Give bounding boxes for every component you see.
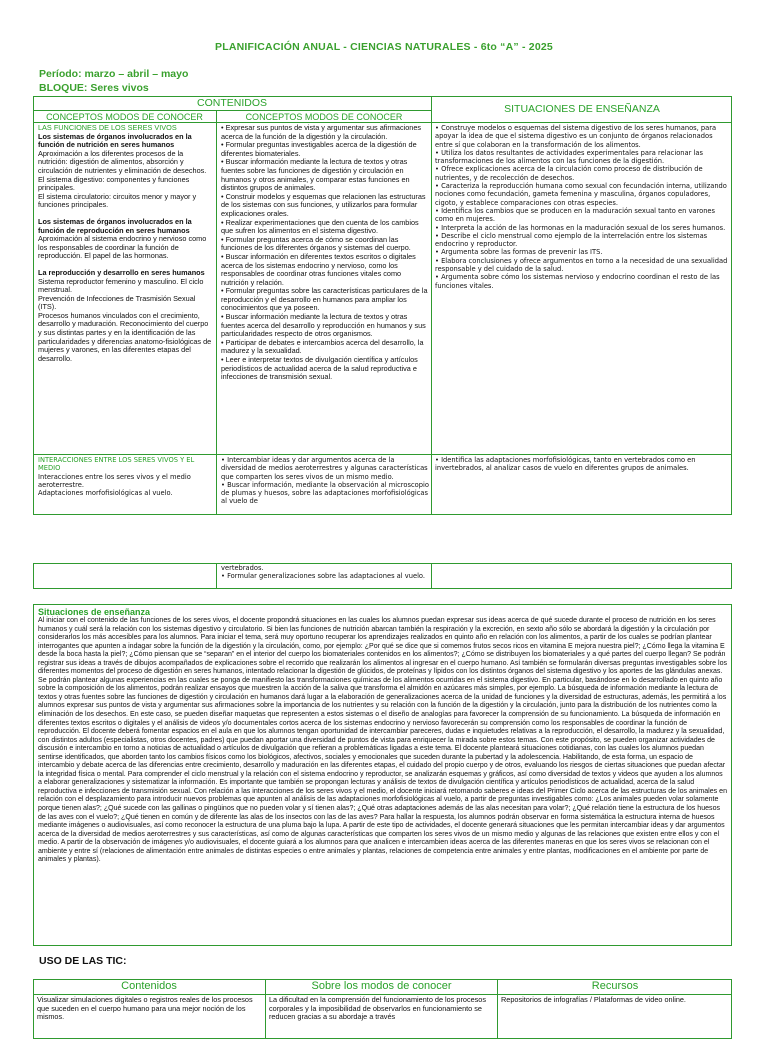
list-item: • Utiliza los datos resultantes de actividades experimentales para relacionar las transformaciones de los alimentos con las funciones de la digestión. [435, 148, 703, 166]
block-title: La reproducción y desarrollo en seres humanos [38, 267, 205, 277]
list-item: • Caracteriza la reproducción humana como sexual con fecundación interna, utilizando nociones como fecundación, gameta femenina y masculina, órganos copuladores, cigoto, y establece comparaciones con otras especies. [435, 182, 727, 207]
tic-header-contents: Contenidos [121, 980, 177, 992]
row2-contents [38, 456, 214, 514]
list-item: • Participar de debates e intercambios acerca del desarrollo, la madurez y la sexualidad. [221, 337, 424, 356]
period-block [39, 67, 188, 95]
block-title: Los sistemas de órganos involucrados en la función de reproducción en seres humanos [38, 216, 192, 235]
situaciones-title: Situaciones de enseñanza [38, 607, 151, 617]
list-item: • Construye modelos o esquemas del sistema digestivo de los seres humanos, para apoyar la idea de que el sistema digestivo es un conjunto de órganos relacionados entre sí que colaboran en la transformación de los alimentos. [435, 124, 717, 149]
col2-subheader: CONCEPTOS MODOS DE CONOCER [245, 112, 403, 122]
block-text: Sistema reproductor femenino y masculino. El ciclo menstrual. Prevención de Infecciones de Trasmisión Sexual (ITS). Procesos humanos vinculados con el crecimiento, desarrollo y maduración. Reconocimiento del cuerpo y sus distintas partes y en la identificación de las particularidades y diferencias anatomo-fisiológicas de mujeres y varones, en las diferentes etapas del desarrollo. [38, 276, 212, 363]
list-item: • Buscar información mediante la lectura de textos y otras fuentes acerca del desarrollo y reproducción en humanos y sus particularidades respecto de otros organismos. [221, 312, 426, 339]
block-text: Aproximación a los diferentes procesos de la nutrición: digestión de alimentos, absorción y circulación de nutrientes y eliminación de desechos. El sistema digestivo: componentes y funciones principales. El sistema circulatorio: circuitos menor y mayor y funciones principales. [38, 148, 207, 210]
row1-contents [38, 124, 214, 454]
section-heading-functions: LAS FUNCIONES DE LOS SERES VIVOS [38, 124, 177, 132]
period-label: Período: marzo – abril – mayo [39, 68, 189, 80]
list-item: • Formular preguntas acerca de cómo se coordinan las funciones de los diferentes órganos y sistemas del cuerpo. [221, 234, 411, 253]
block-text: Interacciones entre los seres vivos y el medio aeroterrestre. Adaptaciones morfofisiológicas al vuelo. [38, 472, 191, 498]
tic-header-resources: Recursos [591, 980, 639, 992]
row1-situations [435, 124, 730, 454]
list-item: • Buscar información en diferentes textos escritos o digitales acerca de los sistemas endocrino y nervioso, como los responsables de coordinar otras funciones vitales como nutrición y relación. [221, 251, 416, 287]
situations-header: SITUACIONES DE ENSEÑANZA [504, 103, 660, 115]
list-item: • Formular preguntas investigables acerca de la digestión de diferentes biomateriales. [221, 140, 417, 158]
list-item: • Argumenta sobre las formas de prevenir las ITS. [435, 248, 603, 257]
list-item: • Interpreta la acción de las hormonas en la maduración sexual de los seres humanos. [435, 223, 726, 232]
list-item: • Identifica los cambios que se producen en la maduración sexual tanto en varones como en mujeres. [435, 206, 716, 224]
row2-situations: • Identifica las adaptaciones morfofisiológicas, tanto en vertebrados como en invertebrados, al analizar casos de vuelo en diferentes grupos de animales. [435, 456, 696, 473]
list-item: • Realizar experimentaciones que den cuenta de los cambios que sufren los alimentos en el sistema digestivo. [221, 217, 419, 236]
tic-cell-contents: Visualizar simulaciones digitales o registros reales de los procesos que suceden en el cuerpo humano para una mejor noción de los mismos. [37, 996, 253, 1022]
list-item: • Leer e interpretar textos de divulgación científica y artículos periodísticos de actualidad acerca de la salud reproductiva e infecciones de transmisión sexual. [221, 355, 418, 382]
block-label: BLOQUE: Seres vivos [39, 82, 149, 94]
list-item: • Expresar sus puntos de vista y argumentar sus afirmaciones acerca de la función de la digestión y la circulación. [221, 124, 422, 141]
block-title: Los sistemas de órganos involucrados en la función de nutrición en seres humanos [38, 131, 192, 150]
col1-subheader: CONCEPTOS MODOS DE CONOCER [46, 112, 203, 122]
situaciones-body: Al iniciar con el contenido de las funciones de los seres vivos, el docente propondrá situaciones en las cuales los alumnos puedan expresar sus ideas acerca de qué sucede durante el proceso de nutrición en los seres humanos y cuál será la relación con los sistemas digestivo y circulatorio. Si bien las funciones de nutrición abarcan también la respiración y la excreción, en sexto año sólo se abordará la digestión y la circulación por considerarlos los más accesibles para los alumnos. Para iniciar el tema, será muy oportuno recuperar los aprendizajes realizados en quinto año en relación con los alimentos, a partir de los cuales se podrían plantear interrogantes que apunten a indagar sobre la función de la digestión y la circulación, como, por ejemplo: ¿Por qué se dice que si comemos frutos secos ricos en vitamina E mejora nuestra piel?; ¿Cómo llega la vitamina E desde la boca hasta la piel?; ¿Cómo piensan que se “separan” en el interior del cuerpo los biomateriales contenidos en los alimentos?; ¿Cómo se distribuyen los biomateriales y a qué partes del cuerpo llegan? Se podrán registrar sus ideas a través de dibujos acompañados de explicaciones sobre el recorrido que realizarán los alimentos al ingresar en el cuerpo humano. Así también se formularán diversas preguntas investigables sobre los diferentes momentos del proceso de digestión en seres humanos, intentado relacionar la digestión de glúcidos, de proteínas y lípidos con los distintos órganos del sistema digestivo y los aportes de las glándulas anexas. Se podrán plantear algunas experiencias en las cuales se ponga de manifiesto las transformaciones químicas de los alimentos ocurridas en el sistema digestivo. En particular, basándose en lo desarrollado en quinto año sobre la composición de los alimentos, podrán realizar ensayos que muestren la acción de la saliva que transforma el almidón en azúcares más simples, por ejemplo. La búsqueda de información mediante la lectura de textos y otras fuentes sobre las funciones de digestión y circulación en humanos dará lugar a la elaboración de generalizaciones acerca de la unidad de funciones y la diversidad de estructuras, además, les permitirá a los alumnos expresar sus puntos de vista y argumentar sus afirmaciones sobre la importancia de los nutrientes y su relación con la función de la digestión y la circulación, junto para la distribución de los nutrientes como la eliminación de los desechos. En este caso, se pueden diseñar maquetas que representen a estos sistemas o el diseño de analogías para favorecer la comprensión de su funcionamiento. La búsqueda de información en diferentes textos escritos o digitales y el análisis de videos y/o documentales cortos acerca de los sistemas endocrino y nervioso favorecerán su comprensión como los responsables de coordinar la función de reproducción. El docente deberá fomentar espacios en el aula en que los alumnos tengan oportunidad de intercambiar pareceres, dudas e inquietudes relativas a la reproducción, el desarrollo, la madurez y la sexualidad, con distintos adultos (especialistas, otros docentes, padres) que puedan aportar una diversidad de puntos de vista para enriquecer la mirada sobre estos temas. Con este propósito, se pueden organizar actividades de discusión e intercambio en torno a noticias de actualidad o artículos de divulgación que refieran a problemáticas ligadas a este tema. El docente planteará situaciones cotidianas, con las cuales los alumnos puedan sentirse identificados, que aborden tanto los cambios físicos como los biológicos, afectivos, sociales y emocionales que suceden durante la pubertad y la adolescencia. Habilitando, de esta forma, un espacio de intercambio y debate acerca de las diferencias entre crecimiento, desarrollo y maduración en las diferentes etapas, el cuidado del propio cuerpo y de otros, evaluando los riesgos de ciertas situaciones que puedan afectar la integridad física o mental. Para comprender el ciclo menstrual y la relación con el sistema endocrino y reproductor, se analizarán esquemas y gráficos, así como diversidad de textos y videos que ayuden a los alumnos a elaborar generalizaciones y sistematizar la información. Es importante que también se propongan lecturas y análisis de textos de divulgación científica y artículos periodísticos de actualidad, acerca de la salud reproductiva e infecciones de transmisión sexual. Con relación a las interacciones de los seres vivos y el medio, el docente iniciará retomando saberes e ideas del Primer Ciclo acerca de las estructuras de los animales en relación con el desplazamiento para introducir nuevos problemas que apunten al análisis de las adaptaciones morfofisiológicas al vuelo, a partir de preguntas investigables como: ¿Los animales pueden volar solamente porque tienen alas?; ¿Qué sucede con las gallinas o pingüinos que no pueden volar y sí tienen alas?; ¿Qué otras adaptaciones además de las alas necesitan para volar?; ¿Qué relación tiene la estructura de los huesos de las aves con el vuelo?; ¿Qué tienen en común y de diferente las alas de los insectos con las de las aves? Para hallar la respuesta, los alumnos podrán observar en forma sistemática la estructura interna de huesos mediante imágenes o audiovisuales, así como reconocer la estructura de una pluma bajo la lupa. A partir de este tipo de actividades, el docente generará situaciones que les permitan intercambiar ideas y dar argumentos acerca de la diversidad de medios aeroterrestres y sus características, así como de algunas características que comparten los seres vivos de un mismo medio y algunas de las relaciones que existen entre ellos y con el medio. A partir de la observación de imágenes y/o audiovisuales, el docente guiará a los alumnos para que analicen e intercambien ideas acerca de las diferentes maneras en que los seres vivos se relacionan con el ambiente y entre sí (relaciones de alimentación entre animales de distintas especies o entre animales y plantas, relaciones de competencia entre animales y entre plantas, modificaciones en el ambiente por parte de animales y plantas). [38, 617, 728, 864]
list-item: • Argumenta sobre cómo los sistemas nervioso y endocrino coordinan el resto de las funciones vitales. [435, 273, 720, 290]
tic-cell-modes: La dificultad en la comprensión del funcionamiento de los procesos corporales y la imposibilidad de observarlos en funcionamiento se reducen gracias a su abordaje a través [269, 996, 487, 1022]
tic-header-modes: Sobre los modos de conocer [311, 980, 452, 992]
list-item: • Ofrece explicaciones acerca de la circulación como proceso de distribución de nutrientes, y de recolección de desechos. [435, 165, 703, 182]
list-item: • Describe el ciclo menstrual como ejemplo de la interrelación entre los sistemas endocrino y reproductor. [435, 231, 708, 249]
tic-cell-resources: Repositorios de infografías / Plataformas de video online. [501, 996, 686, 1004]
page-title: PLANIFICACIÓN ANUAL - CIENCIAS NATURALES - 6to “A” - 2025 [215, 41, 553, 53]
tic-title: USO DE LAS TIC: [39, 955, 127, 967]
list-item: • Construir modelos y esquemas que relacionen las estructuras de los sistemas con sus funciones, y utilizarlos para formular explicaciones orales. [221, 191, 426, 218]
list-item: • Elabora conclusiones y ofrece argumentos en torno a la necesidad de una sexualidad responsable y del cuidado de la salud. [435, 256, 728, 274]
contents-header: CONTENIDOS [196, 97, 267, 109]
block-text: Aproximación al sistema endocrino y nervioso como los responsables de coordinar la función de reproducción. El papel de las hormonas. [38, 234, 207, 261]
continuation-text: vertebrados. • Formular generalizaciones sobre las adaptaciones al vuelo. [221, 564, 426, 581]
list-item: • Formular preguntas sobre las características particulares de la reproducción y el desarrollo en humanos para ampliar los conocimientos que ya poseen. [221, 286, 428, 313]
row1-modes-of-knowing [221, 124, 429, 454]
row2-modes-of-knowing: • Intercambiar ideas y dar argumentos acerca de la diversidad de medios aeroterrestres y algunas características que comparten los seres vivos de un mismo medio. • Buscar información, mediante la observación al microscopio de plumas y huesos, sobre las adaptaciones morfofisiológicas al vuelo de [221, 456, 429, 506]
section-heading-interactions: INTERACCIONES ENTRE LOS SERES VIVOS Y EL MEDIO [38, 456, 195, 473]
list-item: • Buscar información mediante la lectura de textos y otras fuentes sobre las funciones de digestión y circulación en humanos y otros animales, y comparar estas funciones en distintos grupos de animales. [221, 157, 410, 193]
situaciones-content [38, 607, 728, 944]
